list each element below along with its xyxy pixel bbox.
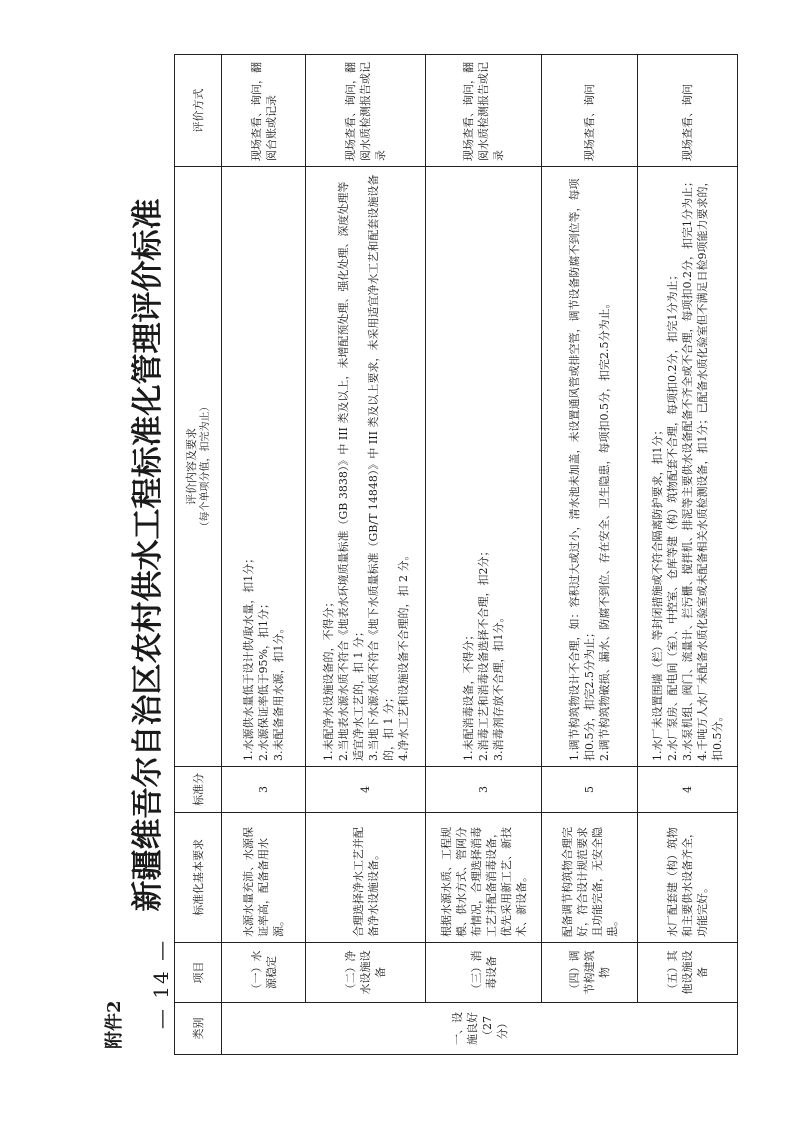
header-method: 评价方式 <box>175 55 222 167</box>
document-title: 新疆维吾尔自治区农村供水工程标准化管理评价标准 <box>130 198 166 912</box>
content-cell: 1.调节构筑物设计不合理，如：容积过大或过小，清水池未加盖，未设置通风管或排空管，调节设备防腐不到位等，每项扣0.5分，扣完2.5分为止； 2.调节构筑物破损、漏水、防腐不到位、存在安全、卫生隐患，每项扣0.5分，扣完2.5分为止。 <box>542 167 638 767</box>
page-number: — 14 — <box>149 938 173 1030</box>
header-score: 标准分 <box>175 767 222 813</box>
table-row <box>638 55 738 1055</box>
requirement-cell: 根据水源水质、工程规模、供水方式、管网分布情况，合理选择消毒工艺并配备消毒设备，优先采用新工艺、新技术、新设备。 <box>426 813 542 943</box>
table-row <box>426 55 542 1055</box>
method-cell: 现场查看、询问 <box>542 55 638 167</box>
requirement-cell: 水厂配套建（构）筑物和主要供水设备齐全，功能完好。 <box>638 813 738 943</box>
project-cell: （一）水源稳定 <box>222 943 306 1003</box>
evaluation-table <box>174 54 738 1055</box>
method-cell: 现场查看、询问，翻阅台账或记录 <box>222 55 306 167</box>
project-cell: （二）净水设施设备 <box>306 943 426 1003</box>
table-row <box>306 55 426 1055</box>
attachment-label: 附件2 <box>104 1000 125 1049</box>
content-cell: 1.水源供水量低于设计供/取水量，扣1分； 2.水源保证率低于95%，扣1分； 3.未配备备用水源，扣1分。 <box>222 167 306 767</box>
content-cell: 1.未配净水设施设备的，不得分； 2.当地表水源水质不符合《地表水环境质量标准（GB 3838）》中 III 类及以上，未增配预处理、强化处理、深度处理等适宜净水工艺的，扣 1 分； 3.当地下水源水质不符合《地下水质量标准（GB/T 14848）》中 III 类及以上要求，未采用适宜净水工艺和配套设施设备的，扣 1 分； 4.净水工艺和设施设备不合理的，扣 2 分。 <box>306 167 426 767</box>
content-cell: 1.未配消毒设备，不得分； 2.消毒工艺和消毒设备选择不合理，扣2分； 3.消毒剂存放不合理，扣1分。 <box>426 167 542 767</box>
project-cell: （五）其他设施设备 <box>638 943 738 1003</box>
table-row <box>222 55 306 1055</box>
project-cell: （四）调节构建筑物 <box>542 943 638 1003</box>
header-content <box>175 167 222 767</box>
requirement-cell: 水源水量充沛、水源保证率高，配备备用水源。 <box>222 813 306 943</box>
header-project: 项目 <box>175 943 222 1003</box>
header-category: 类别 <box>175 1003 222 1055</box>
score-cell: 3 <box>222 767 306 813</box>
table-row <box>542 55 638 1055</box>
score-cell: 4 <box>638 767 738 813</box>
content-cell: 1.水厂未设置围墙（栏）等封闭措施或不符合隔离防护要求，扣1分； 2.水厂泵房、配电间（室）、中控室、仓库等建（构）筑物配套不合理，每项扣0.2分，扣完1分为止； 3.水泵机组、阀门、流量计、拦污栅、搅拌机、排泥等主要供水设备配备不齐全或不合理，每项扣0.2分，扣完1分为止； 4.千吨万人水厂未配备水质化验室或未配备相关水质检测设备，扣1分；已配备水质化验室但不满足日检9项能力要求的，扣0.5分。 <box>638 167 738 767</box>
header-content-title: 评价内容及要求 <box>185 428 198 505</box>
score-cell: 4 <box>306 767 426 813</box>
table-header-row <box>175 55 222 1055</box>
score-cell: 3 <box>426 767 542 813</box>
category-cell: 一、设施良好（27分） <box>222 1003 738 1055</box>
method-cell: 现场查看、询问 <box>638 55 738 167</box>
header-basic-requirement: 标准化基本要求 <box>175 813 222 943</box>
method-cell: 现场查看、询问，翻阅水质检测报告或记录 <box>306 55 426 167</box>
requirement-cell: 合理选择净水工艺并配备净水设施设备。 <box>306 813 426 943</box>
project-cell: （三）消毒设备 <box>426 943 542 1003</box>
score-cell: 5 <box>542 767 638 813</box>
requirement-cell: 配备调节构筑物合理完好，符合设计规范要求且功能完备，无安全隐患。 <box>542 813 638 943</box>
header-content-note: （每个单项分值，扣完为止） <box>200 401 211 532</box>
method-cell: 现场查看、询问，翻阅水质检测报告或记录 <box>426 55 542 167</box>
